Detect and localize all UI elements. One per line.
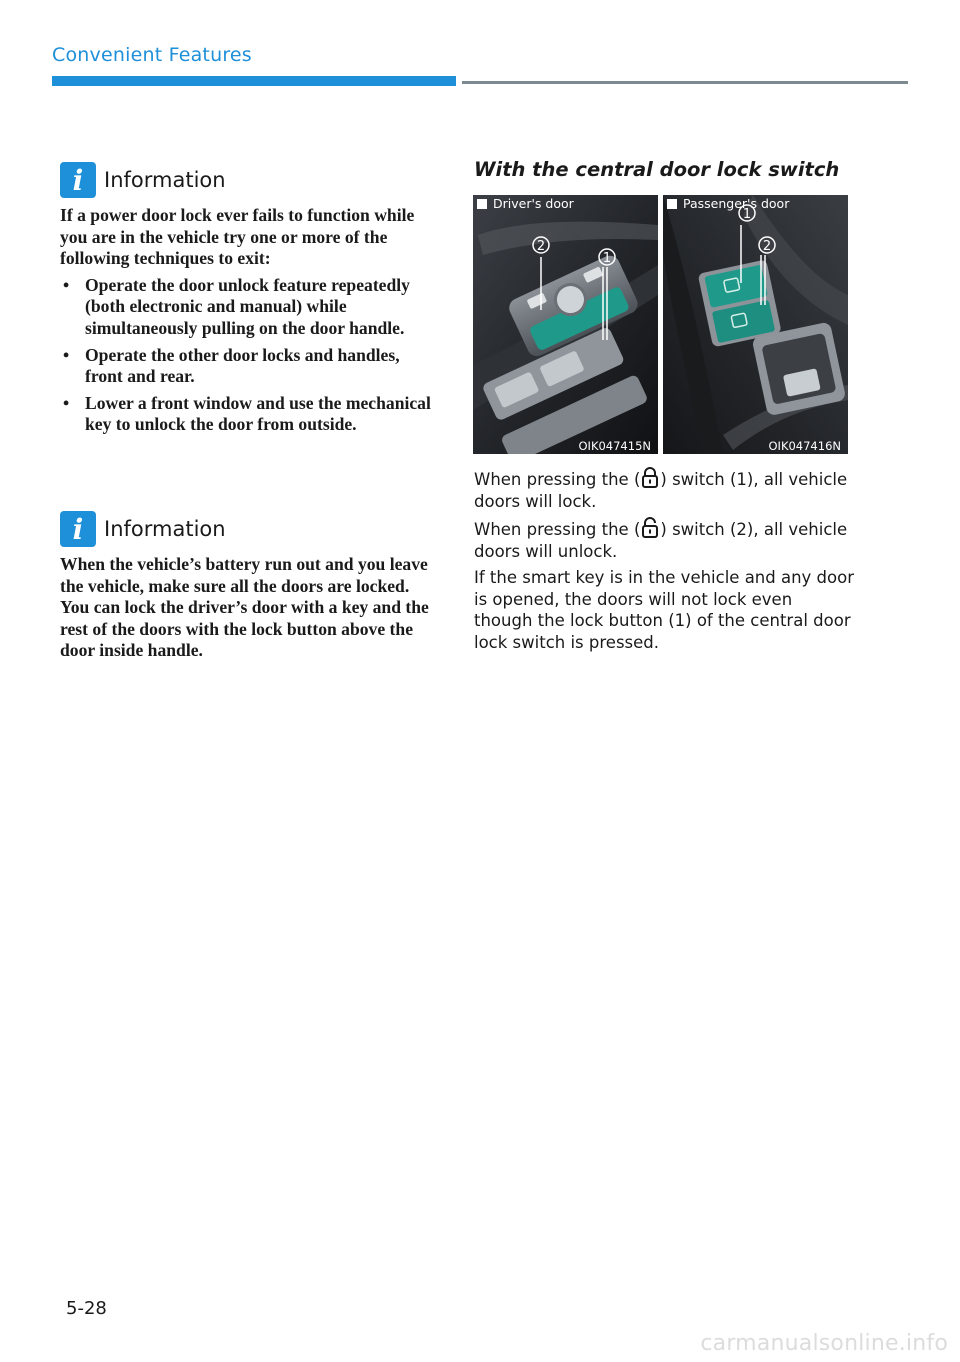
list-item: • Lower a front window and use the mechanical key to unlock the door from outside.: [60, 393, 438, 436]
watermark[interactable]: carmanualsonline.info: [700, 1331, 948, 1356]
photo-code: OIK047416N: [768, 439, 841, 453]
info-title: Information: [104, 168, 226, 192]
page-number: 5-28: [66, 1298, 107, 1319]
list-item: • Operate the door unlock feature repeatedly (both electronic and manual) while simultaneously pulling on the door handle.: [60, 275, 438, 340]
passengers-door-photo: [663, 195, 848, 454]
photo-caption: Passenger's door: [667, 196, 789, 211]
drivers-door-illustration: [473, 195, 658, 454]
smart-key-paragraph: If the smart key is in the vehicle and any door is opened, the doors will not lock even though the lock button (1) of the central door lock switch is pressed.: [474, 568, 855, 652]
info-text: When the vehicle’s battery run out and you leave the vehicle, make sure all the doors are locked. You can lock the driver’s door with a key and the rest of the doors with the lock button above the door inside handle.: [60, 554, 429, 661]
callout-2: 2: [762, 239, 772, 254]
photo-code: OIK047415N: [578, 439, 651, 453]
technique-list: [60, 275, 438, 436]
list-item: • Operate the other door locks and handles, front and rear.: [60, 345, 438, 388]
header-bar-accent: [52, 76, 456, 86]
information-box-2: [60, 510, 438, 662]
info-icon: i: [60, 511, 96, 547]
unlock-paragraph: When pressing the ( ) switch (2), all vehicle doors will unlock.: [474, 517, 854, 562]
info-title: Information: [104, 517, 226, 541]
passengers-door-illustration: [663, 195, 848, 454]
header-bar-rule: [462, 81, 908, 84]
lock-paragraph: When pressing the ( ) switch (1), all vehicle doors will lock.: [474, 467, 854, 512]
unlock-icon: [641, 517, 659, 538]
lock-icon: [641, 467, 659, 488]
header-title: Convenient Features: [52, 44, 252, 66]
callout-1: 1: [742, 207, 752, 222]
info-icon: i: [60, 162, 96, 198]
information-box-1: [60, 161, 438, 441]
info-intro: If a power door lock ever fails to function while you are in the vehicle try one or more of the following techniques to exit:: [60, 205, 415, 269]
photo-caption: Driver's door: [477, 196, 574, 211]
callout-2: 2: [536, 239, 546, 254]
callout-1: 1: [602, 251, 612, 266]
section-title: With the central door lock switch: [474, 158, 840, 181]
drivers-door-photo: [473, 195, 658, 454]
